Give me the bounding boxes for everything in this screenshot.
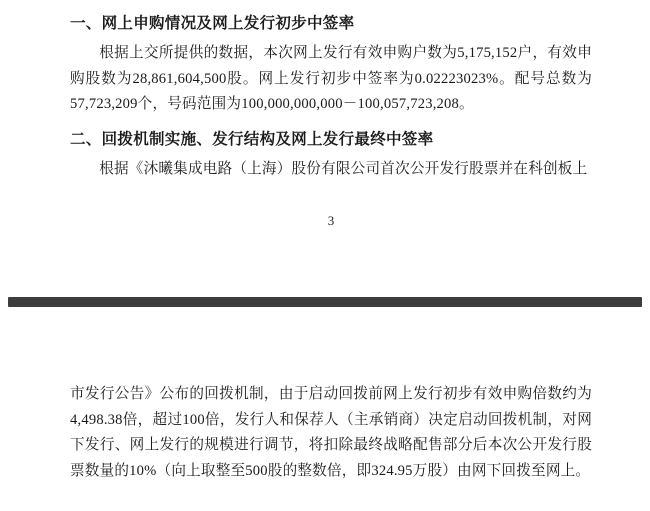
document-lower-section (0, 382, 650, 488)
page-break-divider (8, 297, 642, 307)
page-number: 3 (327, 212, 335, 228)
section-heading-2: 二、回拨机制实施、发行结构及网上发行最终中签率 (70, 130, 434, 148)
document-upper-section (0, 0, 650, 229)
section-heading-1: 一、网上申购情况及网上发行初步中签率 (70, 15, 355, 32)
section-1-paragraph: 根据上交所提供的数据，本次网上发行有效申购户数为5,175,152户，有效申购股数为28,861,604,500股。网上发行初步中签率为0.02223023%。配号总数为57,723,209个，号码范围为100,000,000,000－100,057,723,208。 (70, 45, 592, 113)
section-2-paragraph: 根据《沐曦集成电路（上海）股份有限公司首次公开发行股票并在科创板上 (99, 161, 588, 178)
continuation-paragraph: 市发行公告》公布的回拨机制，由于启动回拨前网上发行初步有效申购倍数约为4,498.38倍，超过100倍，发行人和保荐人（主承销商）决定启动回拨机制，对网下发行、网上发行的规模进行调节，将扣除最终战略配售部分后本次公开发行股票数量的10%（向上取整至500股的整数倍，即324.95万股）由网下回拨至网上。 (70, 386, 592, 479)
